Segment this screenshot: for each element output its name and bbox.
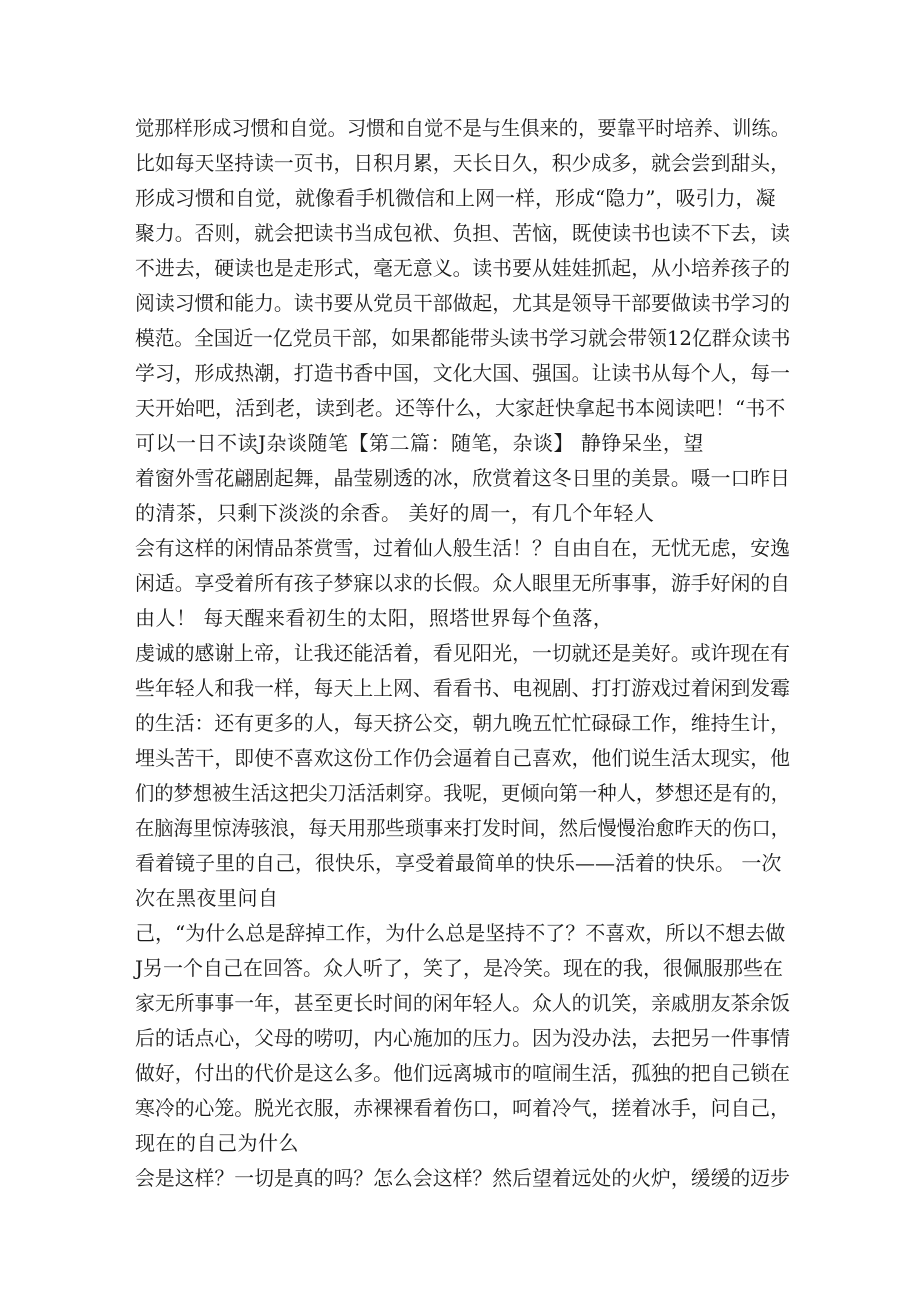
text-line: 天开始吧，活到老，读到老。还等什么，大家赶快拿起书本阅读吧！“书不 [135, 396, 786, 420]
text-line: 寒冷的心笼。脱光衣服，赤裸裸看着伤口，呵着冷气，搓着冰手，问自己， [135, 1096, 790, 1120]
text-line: 做好，付出的代价是这么多。他们远离城市的喧闹生活，孤独的把自己锁在 [135, 1061, 790, 1085]
text-line: 次在黑夜里问自 [135, 886, 279, 910]
text-line: 们的梦想被生活这把尖刀活活刺穿。我呢，更倾向第一种人，梦想还是有的， [135, 781, 790, 805]
text-line: J另一个自己在回答。众人听了，笑了，是冷笑。现在的我，很佩服那些在 [135, 956, 784, 980]
text-line: 的清茶，只剩下淡淡的余香。 美好的周一，有几个年轻人 [135, 501, 655, 525]
text-line: 觉那样形成习惯和自觉。习惯和自觉不是与生俱来的，要靠平时培养、训练。 [135, 116, 790, 140]
text-line: 比如每天坚持读一页书，日积月累，天长日久，积少成多，就会尝到甜头， [135, 151, 790, 175]
text-line: 在脑海里惊涛骇浪，每天用那些琐事来打发时间，然后慢慢治愈昨天的伤口， [135, 816, 790, 840]
text-line: 学习，形成热潮，打造书香中国，文化大国、强国。让读书从每个人，每一 [135, 361, 790, 385]
text-line: 会有这样的闲情品茶赏雪，过着仙人般生活！？自由自在，无忧无虑，安逸 [135, 536, 790, 560]
text-line: 聚力。否则，就会把读书当成包袱、负担、苦恼，既使读书也读不下去，读 [135, 221, 790, 245]
text-line: 的生活：还有更多的人，每天挤公交，朝九晚五忙忙碌碌工作，维持生计， [135, 711, 790, 735]
text-line: 形成习惯和自觉，就像看手机微信和上网一样，形成“隐力”，吸引力，凝 [135, 186, 776, 210]
text-line: 己，“为什么总是辞掉工作，为什么总是坚持不了？不喜欢，所以不想去做 [135, 921, 786, 945]
text-line: 会是这样？一切是真的吗？怎么会这样？然后望着远处的火炉，缓缓的迈步 [135, 1166, 790, 1190]
text-line: 虔诚的感谢上帝，让我还能活着，看见阳光，一切就还是美好。或许现在有 [135, 641, 790, 665]
text-line: 可以一日不读J杂谈随笔【第二篇：随笔，杂谈】 静铮呆坐，望 [135, 431, 704, 455]
text-line: 埋头苦干，即使不喜欢这份工作仍会逼着自己喜欢，他们说生活太现实，他 [135, 746, 790, 770]
text-line: 阅读习惯和能力。读书要从党员干部做起，尤其是领导干部要做读书学习的 [135, 291, 790, 315]
text-line: 些年轻人和我一样，每天上上网、看看书、电视剧、打打游戏过着闲到发霉 [135, 676, 790, 700]
text-line: 着窗外雪花翩剧起舞，晶莹剔透的冰，欣赏着这冬日里的美景。嗫一口昨日 [135, 466, 790, 490]
text-line: 看着镜子里的自己，很快乐，享受着最简单的快乐——活着的快乐。 一次 [135, 851, 782, 875]
text-line: 现在的自己为什么 [135, 1131, 299, 1155]
text-line: 不进去，硬读也是走形式，毫无意义。读书要从娃娃抓起，从小培养孩子的 [135, 256, 790, 280]
text-line: 后的话点心，父母的唠叨，内心施加的压力。因为没办法，去把另一件事情 [135, 1026, 790, 1050]
text-line: 闲适。享受着所有孩子梦寐以求的长假。众人眼里无所事事，游手好闲的自 [135, 571, 790, 595]
text-line: 由人！ 每天醒来看初生的太阳，照塔世界每个鱼落， [135, 606, 614, 630]
text-line: 家无所事事一年，甚至更长时间的闲年轻人。众人的讥笑，亲戚朋友茶余饭 [135, 991, 790, 1015]
text-line: 模范。全国近一亿党员干部，如果都能带头读书学习就会带领12亿群众读书 [135, 326, 791, 350]
